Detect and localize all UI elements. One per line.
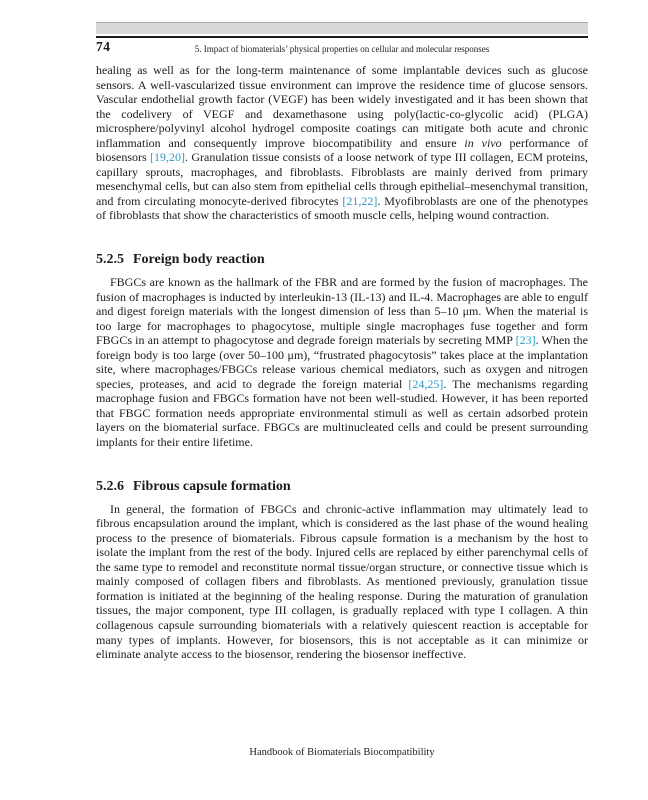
page-header [96, 41, 588, 54]
paragraph-fibrous-capsule-formation [96, 502, 588, 662]
text-segment: performance of biosensors [96, 135, 588, 165]
citation-link[interactable]: [19,20] [150, 150, 186, 165]
text-segment: . The mechanisms regarding macrophage fusion and FBGCs formation have not been well-studied. However, it has been reported that FBGC formation needs appropriate environmental stimuli as well as certain adsorbed protein layers on the biomaterial surface. FBGCs are multinucleated cells and could be present surrounding implants for their entire lifetime. [96, 376, 588, 450]
paragraph-wound-healing-continuation [96, 63, 588, 223]
text-segment: FBGCs are known as the hallmark of the FBR and are formed by the fusion of macrophages. The fusion of macrophages is inducted by interleukin-13 (IL-13) and IL-4. Macrophages are able to engulf and digest foreign materials with the longest dimension of less than 5–10 μm. When the material is too large for macrophages to phagocytose, multiple single macrophages fuse together and form FBGCs in an attempt to phagocytose and degrade foreign materials by secreting MMP [96, 275, 588, 348]
running-head: 5. Impact of biomaterials’ physical properties on cellular and molecular responses [194, 44, 490, 54]
text-segment: healing as well as for the long-term maintenance of some implantable devices such as glucose sensors. A well-vascularized tissue environment can improve the residence time of glucose sensors. Vascular endothelial growth factor (VEGF) has been widely investigated and it has been shown that the codelivery of VEGF and dexamethasone using poly(lactic-co-glycolic acid) (PLGA) microsphere/polyvinyl alcohol hydrogel composite coatings can mitigate both acute and chronic inflammation and consequently improve biocompatibility and ensure [96, 63, 588, 150]
section-number: 5.2.5 [96, 252, 124, 268]
page-body [96, 63, 588, 662]
citation-link[interactable]: [21,22] [342, 193, 378, 208]
section-heading-5-2-5 [96, 252, 588, 268]
header-rule-bar [96, 22, 588, 38]
section-heading-5-2-6 [96, 479, 588, 495]
text-segment: . Myofibroblasts are one of the phenotypes of fibroblasts that show the characteristics of smooth muscle cells, helping wound contraction. [96, 193, 589, 223]
book-title-footer: Handbook of Biomaterials Biocompatibility [249, 747, 435, 758]
section-title: Foreign body reaction [133, 252, 265, 268]
paragraph-foreign-body-reaction [96, 275, 588, 450]
text-segment: in vivo [464, 135, 502, 150]
citation-link[interactable]: [24,25] [408, 376, 444, 391]
header-black-rule [96, 36, 588, 38]
text-segment: . Granulation tissue consists of a loose network of type III collagen, ECM proteins, capillary sprouts, macrophages, and fibroblasts. Fibroblasts are mainly derived from primary mesenchymal cells, but can also stem from epithelial cells through epithelial–mesenchymal transition, and from circulating monocyte-derived fibrocytes [96, 150, 588, 208]
text-segment: In general, the formation of FBGCs and chronic-active inflammation may ultimately lead to fibrous encapsulation around the implant, which is considered as the last phase of the wound healing process to the presence of biomaterials. Fibrous capsule formation is a mechanism by the host to isolate the implant from the rest of the body. Injured cells are replaced by either parenchymal cells of the same type to remodel and reconstitute normal tissue/organ structure, or connective tissue which is mainly composed of collagen fibers and fibroblasts. As mentioned previously, granulation tissue formation is initiated at the beginning of the healing response. During the maturation of granulation tissues, the major component, type III collagen, is gradually replaced with type I collagen. A thin collagenous capsule surrounding biomaterials with a relatively quiescent reaction is acceptable for many types of implants. However, for biosensors, this is not acceptable as it can minimize or eliminate analyte access to the biosensor, rendering the biosensor ineffective. [96, 501, 588, 662]
header-gray-bar [96, 22, 588, 34]
section-title: Fibrous capsule formation [133, 478, 291, 494]
section-number: 5.2.6 [96, 478, 124, 494]
page-number: 74 [96, 39, 111, 54]
text-segment: . When the foreign body is too large (over 50–100 μm), “frustrated phagocytosis” takes place at the implantation site, where macrophages/FBGCs release various chemical mediators, such as oxygen and nitrogen species, proteases, and acid to degrade the foreign material [96, 333, 589, 391]
citation-link[interactable]: [23] [515, 333, 536, 348]
